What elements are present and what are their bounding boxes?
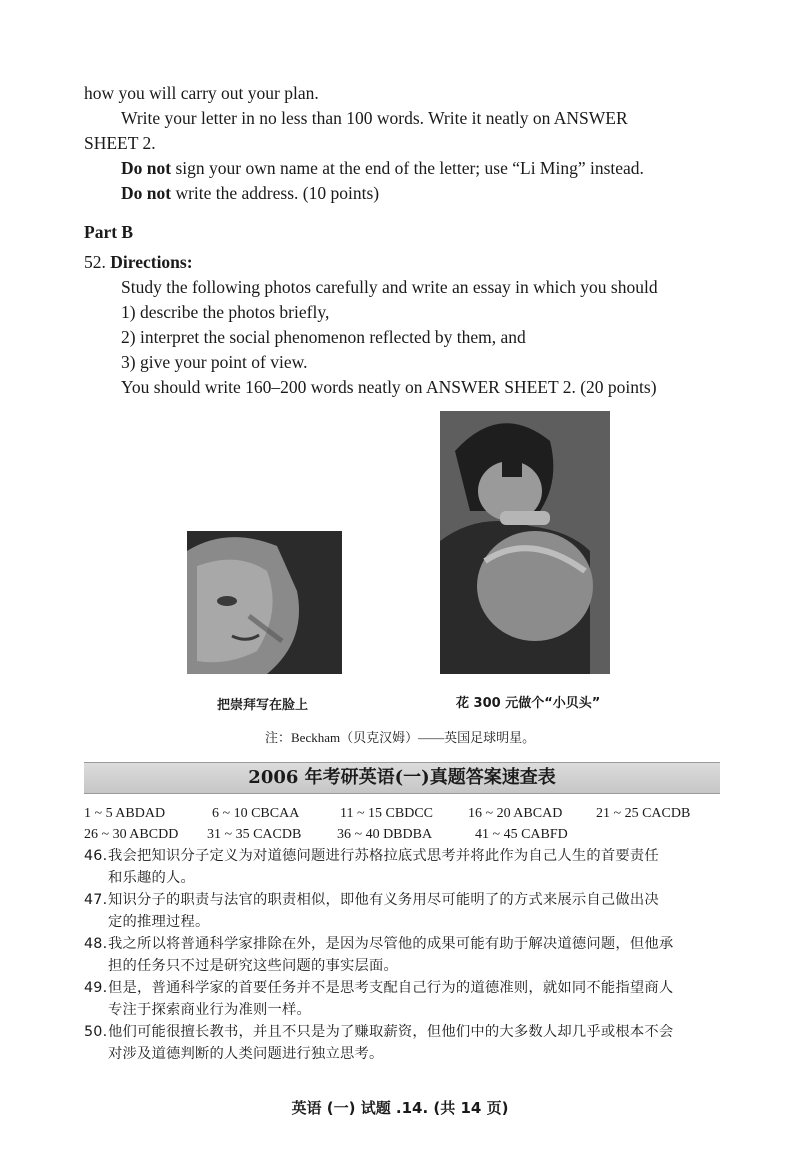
answer-cell: 21 ~ 25 CACDB — [596, 806, 691, 821]
translation-line: 定的推理过程。 — [108, 914, 210, 930]
translation-line — [84, 1021, 724, 1043]
text-span: sign your own name at the end of the letter; use “Li Ming” instead. — [171, 158, 644, 178]
directions-line: 3) give your point of view. — [121, 352, 308, 372]
question-number: 52. — [84, 252, 106, 272]
text-line — [121, 156, 721, 180]
translation-line: 专注于探索商业行为准则一样。 — [108, 1002, 311, 1018]
face-photo-illustration — [187, 531, 342, 674]
translation-line: 担的任务只不过是研究这些问题的事实层面。 — [108, 958, 398, 974]
translation-line: 和乐趣的人。 — [108, 870, 195, 886]
text-span: write the address. (10 points) — [171, 183, 380, 203]
text-line — [121, 181, 721, 205]
photo-note: 注：Beckham（贝克汉姆）——英国足球明星。 — [265, 730, 536, 745]
photo-caption-right: 花 300 元做个“小贝头” — [456, 696, 601, 711]
translation-item — [84, 933, 724, 977]
text-line: Write your letter in no less than 100 words. Write it neatly on ANSWER — [121, 108, 628, 128]
bold-text: Do not — [121, 183, 172, 203]
translation-item — [84, 977, 724, 1021]
answer-cell: 26 ~ 30 ABCDD — [84, 827, 179, 842]
directions-line: 1) describe the photos briefly, — [121, 302, 330, 322]
item-number: 49. — [84, 980, 108, 996]
answer-cell: 36 ~ 40 DBDBA — [337, 827, 433, 842]
item-number: 46. — [84, 848, 108, 864]
photo-face-painted — [187, 531, 342, 674]
directions-line: 2) interpret the social phenomenon reflected by them, and — [121, 327, 526, 347]
directions-line: Study the following photos carefully and write an essay in which you should — [121, 277, 658, 297]
item-number: 47. — [84, 892, 108, 908]
text-line: how you will carry out your plan. — [84, 83, 319, 103]
translation-text: 但是，普通科学家的首要任务并不是思考支配自己行为的道德准则，就如同不能指望商人 — [108, 980, 674, 996]
translation-text: 他们可能很擅长教书，并且不只是为了赚取薪资，但他们中的大多数人却几乎或根本不会 — [108, 1024, 674, 1040]
answer-cell: 31 ~ 35 CACDB — [207, 827, 302, 842]
bold-text: Do not — [121, 158, 172, 178]
translation-line — [84, 845, 724, 867]
answer-cell: 41 ~ 45 CABFD — [475, 827, 568, 842]
translation-line — [84, 889, 724, 911]
text-line: SHEET 2. — [84, 133, 156, 153]
directions-label: Directions: — [110, 252, 193, 272]
directions-line: You should write 160–200 words neatly on ANSWER SHEET 2. (20 points) — [121, 377, 657, 397]
photo-caption-left: 把崇拜写在脸上 — [217, 698, 309, 713]
answer-key-title: 2006 年考研英语(一)真题答案速查表 — [84, 762, 720, 794]
translation-item — [84, 1021, 724, 1065]
item-number: 50. — [84, 1024, 108, 1040]
photo-haircut — [440, 411, 610, 674]
answer-cell: 1 ~ 5 ABDAD — [84, 806, 166, 821]
translation-text: 我会把知识分子定义为对道德问题进行苏格拉底式思考并将此作为自己人生的首要责任 — [108, 848, 659, 864]
translation-line: 对涉及道德判断的人类问题进行独立思考。 — [108, 1046, 384, 1062]
translation-item — [84, 889, 724, 933]
translation-text: 我之所以将普通科学家排除在外，是因为尽管他的成果可能有助于解决道德问题，但他承 — [108, 936, 674, 952]
answer-cell: 16 ~ 20 ABCAD — [468, 806, 563, 821]
translation-item — [84, 845, 724, 889]
answer-cell: 11 ~ 15 CBDCC — [340, 806, 434, 821]
answer-row — [84, 803, 708, 824]
answer-cell: 6 ~ 10 CBCAA — [212, 806, 300, 821]
item-number: 48. — [84, 936, 108, 952]
translation-text: 知识分子的职责与法官的职责相似，即他有义务用尽可能明了的方式来展示自己做出决 — [108, 892, 659, 908]
haircut-photo-illustration — [440, 411, 610, 674]
translation-line — [84, 977, 724, 999]
section-heading: Part B — [84, 222, 134, 242]
answer-key-table — [84, 803, 708, 845]
translation-line — [84, 933, 724, 955]
page-footer: 英语 (一) 试题 .14. (共 14 页) — [291, 1099, 509, 1117]
answer-row — [84, 824, 708, 845]
question-header — [84, 250, 720, 274]
